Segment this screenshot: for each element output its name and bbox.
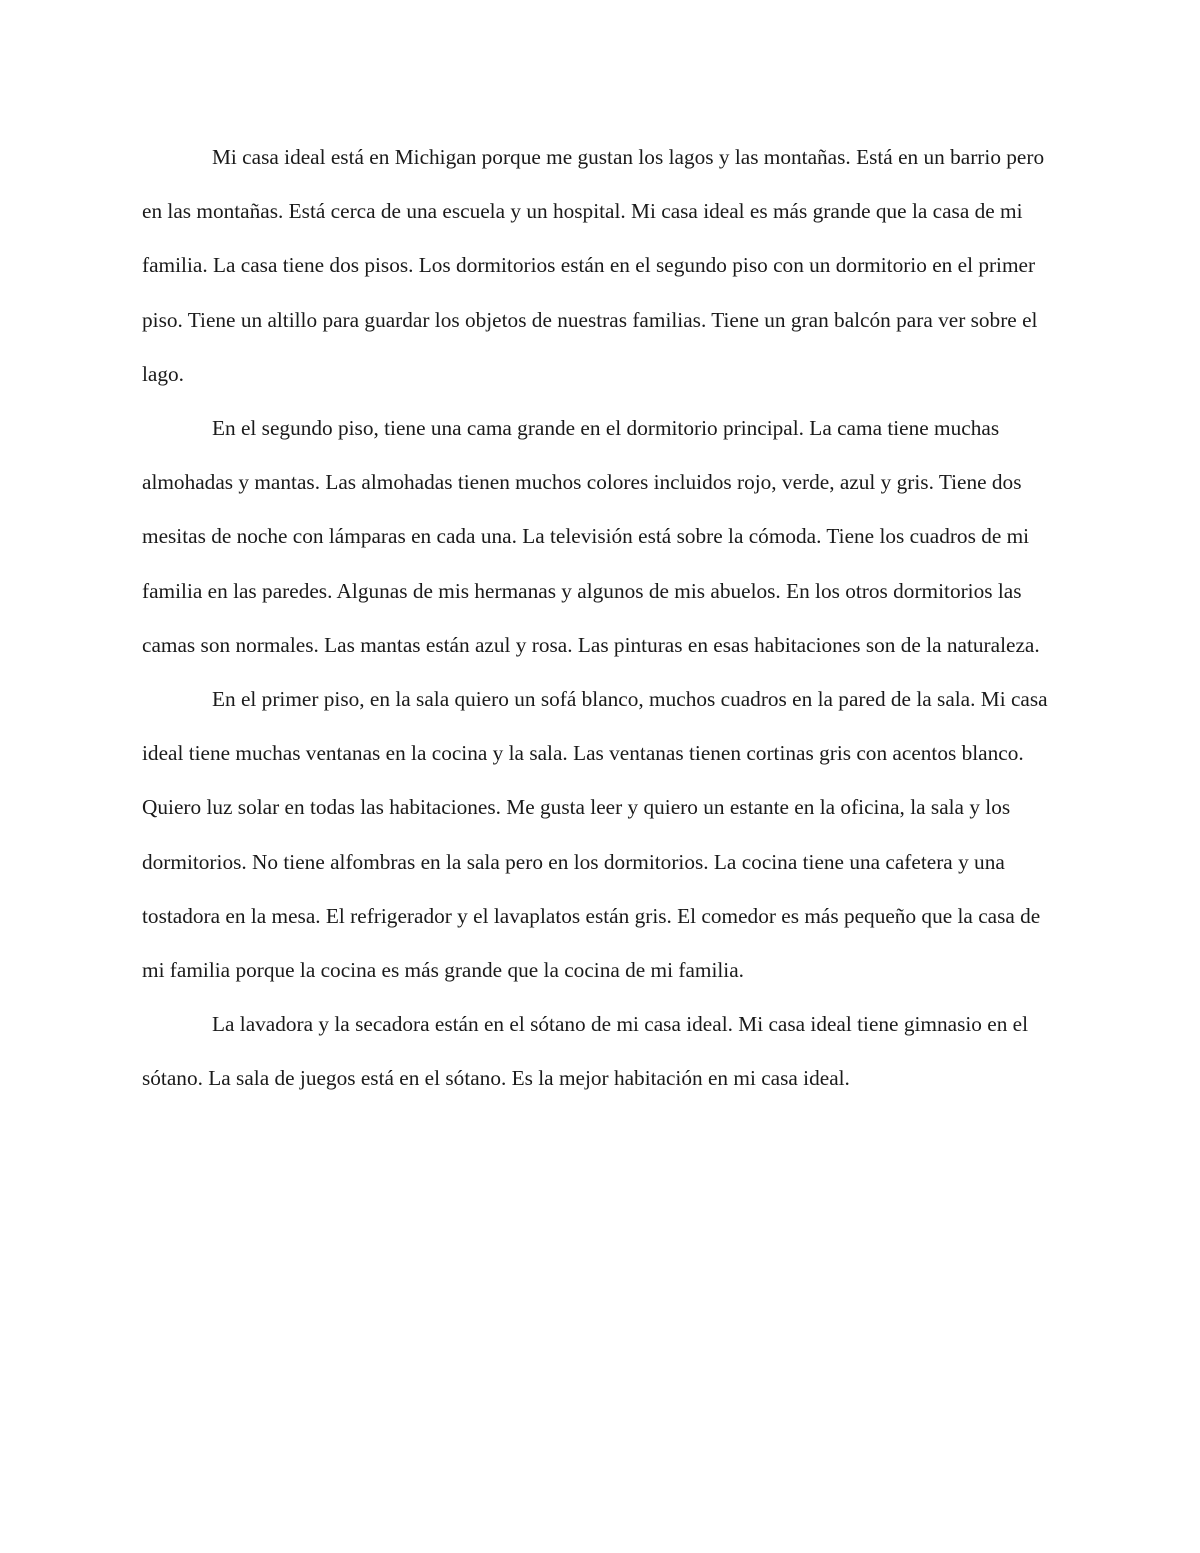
paragraph-3: En el primer piso, en la sala quiero un sofá blanco, muchos cuadros en la pared de la sala. Mi casa ideal tiene muchas ventanas en la cocina y la sala. Las ventanas tienen cortinas gris con acentos blanco. Quiero luz solar en todas las habitaciones. Me gusta leer y quiero un estante en la oficina, la sala y los dormitorios. No tiene alfombras en la sala pero en los dormitorios. La cocina tiene una cafetera y una tostadora en la mesa. El refrigerador y el lavaplatos están gris. El comedor es más pequeño que la casa de mi familia porque la cocina es más grande que la cocina de mi familia. (142, 687, 1048, 983)
paragraph-1: Mi casa ideal está en Michigan porque me gustan los lagos y las montañas. Está en un barrio pero en las montañas. Está cerca de una escuela y un hospital. Mi casa ideal es más grande que la casa de mi familia. La casa tiene dos pisos. Los dormitorios están en el segundo piso con un dormitorio en el primer piso. Tiene un altillo para guardar los objetos de nuestras familias. Tiene un gran balcón para ver sobre el lago. (142, 145, 1045, 386)
essay-body (142, 130, 1062, 1106)
paragraph-4: La lavadora y la secadora están en el sótano de mi casa ideal. Mi casa ideal tiene gimnasio en el sótano. La sala de juegos está en el sótano. Es la mejor habitación en mi casa ideal. (142, 1012, 1029, 1091)
paragraph-2: En el segundo piso, tiene una cama grande en el dormitorio principal. La cama tiene muchas almohadas y mantas. Las almohadas tienen muchos colores incluidos rojo, verde, azul y gris. Tiene dos mesitas de noche con lámparas en cada una. La televisión está sobre la cómoda. Tiene los cuadros de mi familia en las paredes. Algunas de mis hermanas y algunos de mis abuelos. En los otros dormitorios las camas son normales. Las mantas están azul y rosa. Las pinturas en esas habitaciones son de la naturaleza. (142, 416, 1040, 657)
